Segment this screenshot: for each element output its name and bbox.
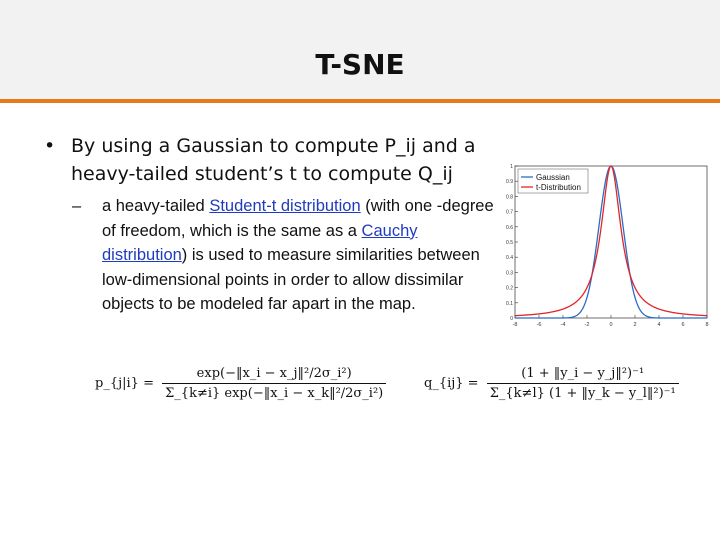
x-tick-label-8: 8 (705, 322, 709, 328)
student-t-link[interactable]: Student-t distribution (209, 197, 361, 215)
x-tick-label-2: -4 (560, 322, 566, 328)
sub-text-after: ) is used to measure similarities between low-dimensional points in order to allow dissimilar objects to be modeled far apart in the map. (102, 246, 480, 313)
x-tick-label-0: -8 (512, 322, 518, 328)
title-divider (0, 99, 720, 103)
x-tick-label-1: -6 (536, 322, 542, 328)
q-formula-denominator: Σ_{k≠l} (1 + ‖y_k − y_l‖²)⁻¹ (489, 386, 676, 401)
y-tick-label-8: 0.8 (506, 194, 513, 201)
legend-label-1: t-Distribution (536, 183, 581, 192)
sub-bullet-marker: – (72, 197, 82, 215)
sub-text-middle: (with one -degree of freedom, which is the same as a (102, 197, 494, 240)
y-tick-label-6: 0.6 (506, 224, 513, 231)
legend-label-0: Gaussian (536, 173, 570, 182)
x-tick-label-4: 0 (609, 322, 613, 328)
sub-bullet-text (102, 194, 502, 317)
y-tick-label-1: 0.1 (506, 300, 513, 307)
p-formula-lhs: p_{j|i} = (95, 376, 154, 391)
x-tick-label-5: 2 (633, 322, 637, 328)
p-formula-fraction (162, 366, 386, 401)
x-tick-label-6: 4 (657, 322, 661, 328)
y-tick-label-3: 0.3 (506, 270, 513, 277)
bullet-text: By using a Gaussian to compute P_ij and a heavy-tailed student’s t to compute Q_ij (71, 135, 476, 185)
x-tick-label-3: -2 (584, 322, 590, 328)
y-tick-label-9: 0.9 (506, 179, 513, 186)
y-tick-label-4: 0.4 (506, 255, 513, 262)
q-formula-lhs: q_{ij} = (424, 376, 479, 391)
p-formula-denominator: Σ_{k≠i} exp(−‖x_i − x_k‖²/2σ_i²) (165, 386, 384, 401)
x-tick-label-7: 6 (681, 322, 685, 328)
sub-text-before: a heavy-tailed (102, 197, 210, 215)
y-tick-label-10: 1 (510, 164, 513, 170)
bullet-marker: • (44, 135, 56, 157)
p-formula (95, 366, 386, 401)
y-tick-label-7: 0.7 (506, 209, 513, 216)
distribution-chart (503, 160, 713, 330)
slide-title: T-SNE (315, 48, 405, 81)
y-tick-label-5: 0.5 (506, 240, 513, 246)
p-formula-numerator: exp(−‖x_i − x_j‖²/2σ_i²) (162, 366, 386, 384)
y-tick-label-2: 0.2 (506, 285, 513, 292)
q-formula-numerator: (1 + ‖y_i − y_j‖²)⁻¹ (487, 366, 679, 384)
q-formula-fraction (487, 366, 679, 401)
cauchy-link[interactable]: Cauchy distribution (102, 221, 418, 264)
q-formula (424, 366, 679, 401)
y-tick-label-0: 0 (510, 316, 513, 322)
